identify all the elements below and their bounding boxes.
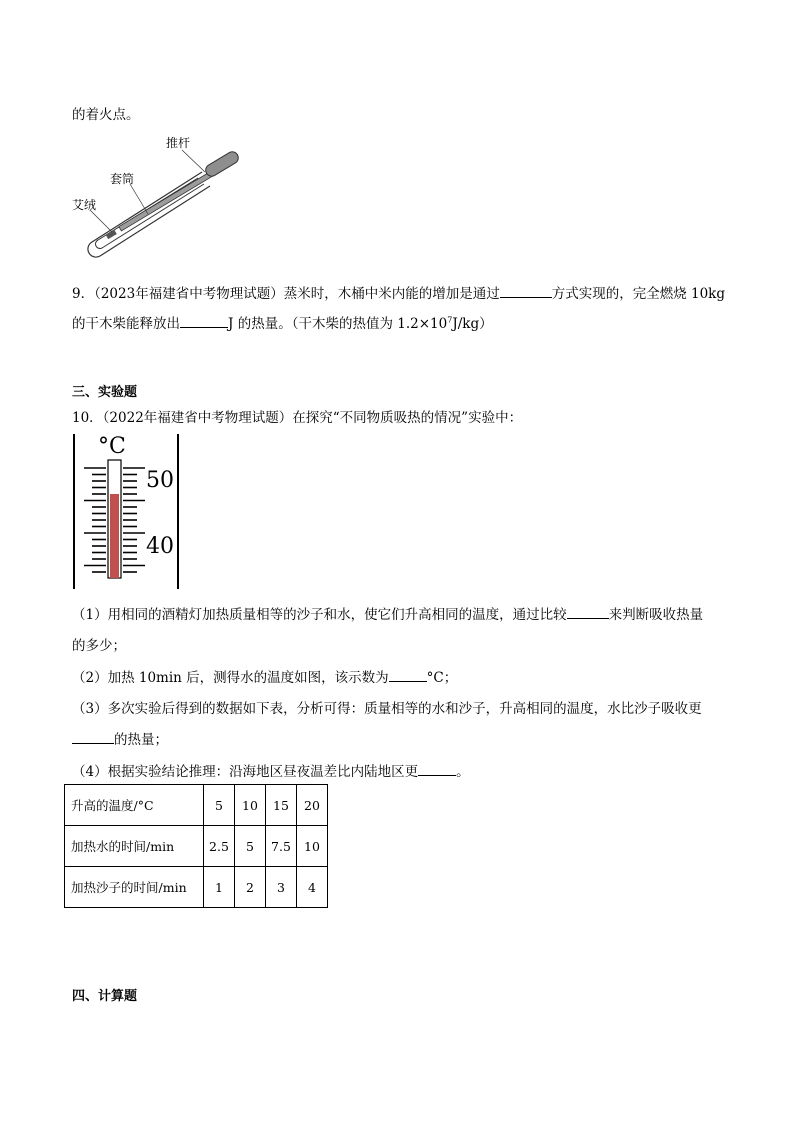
label-sleeve: 套筒 [110,172,135,186]
q10-blank-3 [72,731,114,744]
thermometer-label-40: 40 [146,534,174,559]
table-cell: 4 [297,867,328,908]
table-cell: 10 [297,826,328,867]
table-cell: 7.5 [266,826,297,867]
thermometer-label-50: 50 [146,468,174,493]
table-cell: 5 [235,826,266,867]
q10-part2: （2）加热 10min 后，测得水的温度如图，该示数为 °C； [72,670,458,686]
q10-part3: （3）多次实验后得到的数据如下表，分析可得：质量相等的水和沙子，升高相同的温度，水比沙子吸收更 [72,701,702,717]
q9-line2: 的干木柴能释放出 J 的热量。（干木柴的热值为 $1.2\times 10^7J/kg$） [72,315,493,332]
label-push-rod: 推杆 [166,136,191,150]
q10-part1-cont: 的多少； [72,638,126,654]
table-cell: 2 [235,867,266,908]
table-cell: 20 [297,785,328,826]
q10-blank-4 [418,763,456,776]
thermometer-figure [70,432,185,592]
fire-piston-drawing [70,128,250,268]
table-row [65,785,328,826]
table-row [65,826,328,867]
q9-blank-2 [180,315,228,328]
table-row [65,867,328,908]
q10-intro: 10．（2022年福建省中考物理试题）在探究“不同物质吸热的情况”实验中： [72,410,523,426]
table-row-label: 升高的温度/°C [65,785,204,826]
q10-blank-2 [389,669,427,682]
section-3-heading: 三、实验题 [72,385,138,400]
table-row-label: 加热沙子的时间/min [65,867,204,908]
table-cell: 1 [204,867,235,908]
table-cell: 5 [204,785,235,826]
table-cell: 3 [266,867,297,908]
q10-part3-cont: 的热量； [72,728,168,748]
thermometer-drawing [70,432,185,592]
q9-blank-1 [500,285,552,298]
data-table [64,784,328,908]
label-moxa: 艾绒 [72,198,97,212]
intro-line: 的着火点。 [72,107,140,123]
section-4-heading: 四、计算题 [72,989,138,1004]
table-cell: 10 [235,785,266,826]
thermometer-unit: °C [98,434,126,459]
q10-part1: （1）用相同的酒精灯加热质量相等的沙子和水，使它们升高相同的温度，通过比较 来判断吸收热量 [72,607,704,623]
table-cell: 2.5 [204,826,235,867]
table-row-label: 加热水的时间/min [65,826,204,867]
fire-piston-figure [70,128,250,268]
q10-part4: （4）根据实验结论推理：沿海地区昼夜温差比内陆地区更 。 [72,764,470,780]
q10-blank-1 [567,606,609,619]
table-cell: 15 [266,785,297,826]
q9-line1: 9．（2023年福建省中考物理试题）蒸米时，木桶中米内能的增加是通过 方式实现的，完全燃烧 10kg [72,286,725,302]
